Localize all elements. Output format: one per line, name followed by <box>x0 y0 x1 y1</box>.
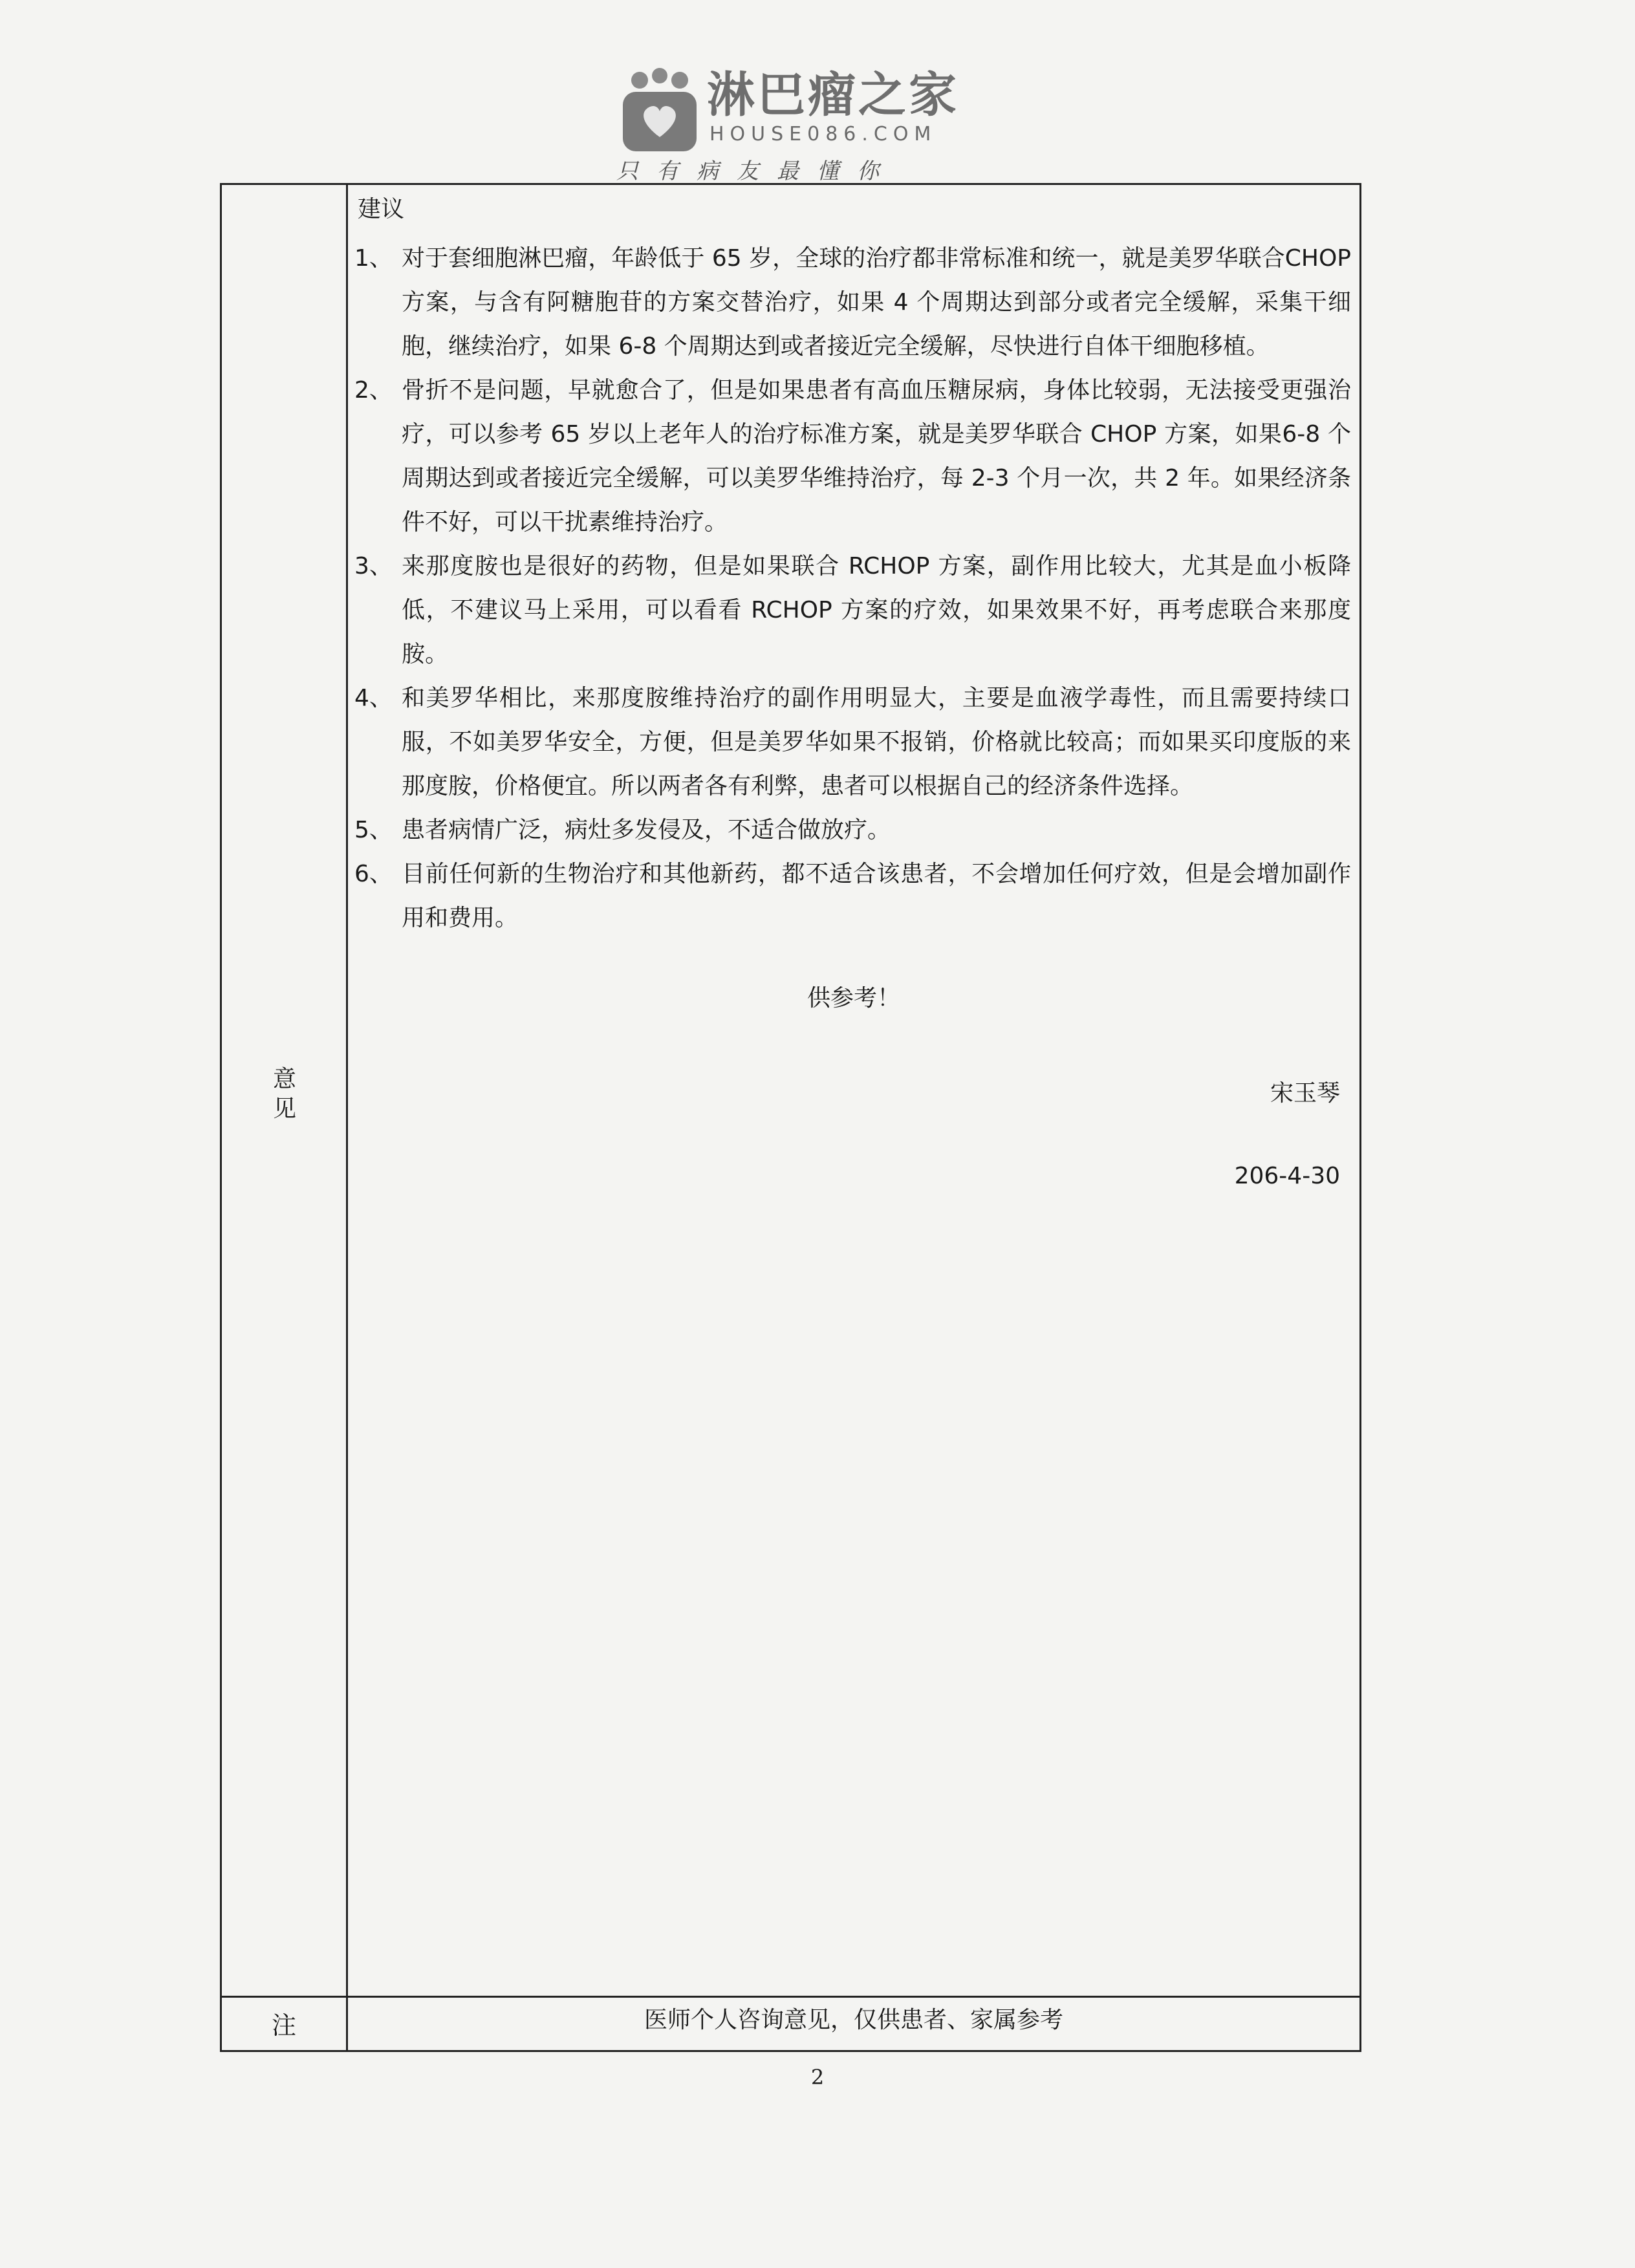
item-text: 来那度胺也是很好的药物，但是如果联合 RCHOP 方案，副作用比较大，尤其是血小板降低，不建议马上采用，可以看看 RCHOP 方案的疗效，如果效果不好，再考虑联合来那度胺。 <box>402 553 1351 667</box>
logo-title: 淋巴瘤之家 <box>707 67 959 123</box>
list-item <box>348 808 1351 852</box>
row-divider <box>222 1996 1359 1998</box>
item-text: 和美罗华相比，来那度胺维持治疗的副作用明显大，主要是血液学毒性，而且需要持续口服，不如美罗华安全，方便，但是美罗华如果不报销，价格就比较高；而如果买印度版的来那度胺，价格便宜。所以两者各有利弊，患者可以根据自己的经济条件选择。 <box>402 685 1351 799</box>
opinion-content <box>348 185 1359 1996</box>
signer-name: 宋玉琴 <box>1270 1080 1340 1107</box>
item-number: 5、 <box>354 817 393 843</box>
item-text: 对于套细胞淋巴瘤，年龄低于 65 岁，全球的治疗都非常标准和统一，就是美罗华联合CHOP 方案，与含有阿糖胞苷的方案交替治疗，如果 4 个周期达到部分或者完全缓解，采集干细胞，继续治疗，如果 6-8 个周期达到或者接近完全缓解，尽快进行自体干细胞移植。 <box>402 245 1351 360</box>
page-number: 2 <box>810 2065 825 2090</box>
item-number: 6、 <box>354 861 393 887</box>
list-item <box>348 237 1351 369</box>
item-number: 1、 <box>354 245 393 272</box>
list-item <box>348 369 1351 545</box>
item-number: 3、 <box>354 553 393 579</box>
item-text: 目前任何新的生物治疗和其他新药，都不适合该患者，不会增加任何疗效，但是会增加副作用和费用。 <box>402 861 1351 931</box>
item-text: 患者病情广泛，病灶多发侵及，不适合做放疗。 <box>402 817 891 843</box>
closing-text: 供参考！ <box>807 985 900 1011</box>
logo-site-url: HOUSE086.COM <box>709 123 937 146</box>
list-item <box>348 545 1351 676</box>
item-text: 骨折不是问题，早就愈合了，但是如果患者有高血压糖尿病，身体比较弱，无法接受更强治疗，可以参考 65 岁以上老年人的治疗标准方案，就是美罗华联合 CHOP 方案，如果6-8 个周期达到或者接近完全缓解，可以美罗华维持治疗，每 2-3 个月一次，共 2 年。如果经济条件不好，可以干扰素维持治疗。 <box>402 377 1351 535</box>
recommendation-list <box>348 237 1359 940</box>
item-number: 2、 <box>354 377 393 404</box>
opinion-label: 意见 <box>272 1066 296 1122</box>
list-item <box>348 676 1351 808</box>
opinion-form-table <box>220 183 1361 2052</box>
section-title: 建议 <box>358 196 405 222</box>
signature-date: 206-4-30 <box>1234 1163 1340 1189</box>
family-logo-icon <box>618 67 702 155</box>
list-item <box>348 852 1351 940</box>
site-logo <box>616 63 959 186</box>
note-label: 注 <box>271 2011 296 2040</box>
note-text: 医师个人咨询意见，仅供患者、家属参考 <box>644 2007 1063 2033</box>
logo-slogan: 只有病友最懂你 <box>616 158 897 184</box>
item-number: 4、 <box>354 685 393 711</box>
